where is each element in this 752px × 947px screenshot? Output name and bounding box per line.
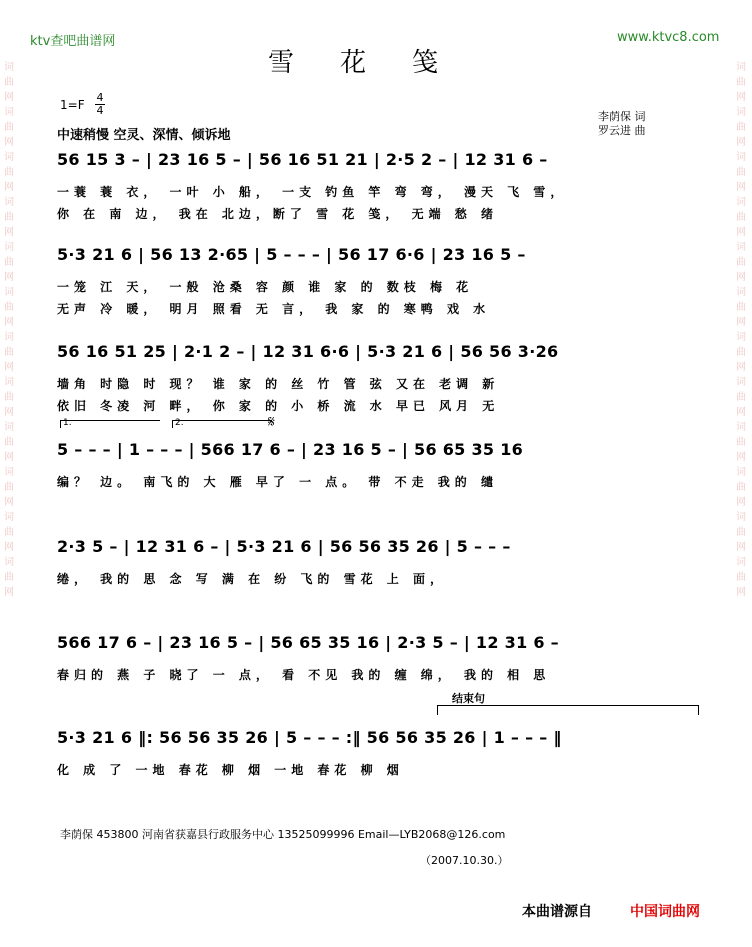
notation-line-3: 56 16 51 25 | 2·1 2 – | 12 31 6·6 | 5·3 21 6 | 56 56 3·26 bbox=[57, 342, 559, 361]
ending-bracket-right bbox=[698, 705, 699, 715]
time-signature-bottom: 4 bbox=[96, 104, 104, 117]
volta-bracket-1-end bbox=[60, 420, 61, 428]
source-label: 本曲谱源自 bbox=[522, 904, 592, 920]
volta-bracket-2 bbox=[172, 420, 272, 421]
lyrics-line-3-verse-2: 依旧 冬凌 河 畔， 你 家 的 小 桥 流 水 早已 风月 无 bbox=[57, 399, 500, 413]
lyricist-credit: 李荫保 词 bbox=[598, 110, 646, 123]
song-title: 雪花笺 bbox=[267, 48, 484, 78]
lyrics-line-1-verse-1: 一蓑 蓑 衣， 一叶 小 船， 一支 钓鱼 竿 弯 弯， 漫天 飞 雪， bbox=[57, 185, 568, 199]
side-watermark-left: 词曲网词曲网词曲网词曲网词曲网词曲网词曲网词曲网词曲网词曲网词曲网词曲网 bbox=[4, 62, 14, 598]
watermark-left: ktv查吧曲谱网 bbox=[30, 34, 116, 49]
tempo-marking: 中速稍慢 空灵、深情、倾诉地 bbox=[57, 128, 231, 143]
notation-line-2: 5·3 21 6 | 56 13 2·65 | 5 – – – | 56 17 6·6 | 23 16 5 – bbox=[57, 245, 526, 264]
lyrics-line-2-verse-1: 一笼 江 天， 一般 沧桑 容 颜 谁 家 的 数枝 梅 花 bbox=[57, 280, 474, 294]
lyrics-line-4: 编？ 边。 南飞的 大 雁 早了 一 点。 带 不走 我的 缱 bbox=[57, 475, 498, 489]
volta-label-2: 2. bbox=[175, 418, 184, 428]
ending-bracket-left bbox=[437, 705, 438, 715]
ending-bracket bbox=[437, 705, 699, 706]
notation-line-7: 5·3 21 6 ‖: 56 56 35 26 | 5 – – – :‖ 56 56 35 26 | 1 – – – ‖ bbox=[57, 728, 562, 747]
time-signature-top: 4 bbox=[96, 91, 104, 104]
notation-line-1: 56 15 3 – | 23 16 5 – | 56 16 51 21 | 2·5 2 – | 12 31 6 – bbox=[57, 150, 548, 169]
lyrics-line-1-verse-2: 你 在 南 边， 我在 北边，断了 雪 花 笺， 无端 愁 绪 bbox=[57, 207, 498, 221]
source-site: 中国词曲网 bbox=[630, 904, 700, 920]
notation-line-5: 2·3 5 – | 12 31 6 – | 5·3 21 6 | 56 56 35 26 | 5 – – – bbox=[57, 537, 511, 556]
lyrics-line-3-verse-1: 墙角 时隐 时 现？ 谁 家 的 丝 竹 管 弦 又在 老调 新 bbox=[57, 377, 500, 391]
lyrics-line-7: 化 成 了 一地 春花 柳 烟 一地 春花 柳 烟 bbox=[57, 763, 404, 777]
composer-credit: 罗云进 曲 bbox=[598, 124, 646, 137]
volta-bracket-1 bbox=[60, 420, 160, 421]
ending-label: 结束句 bbox=[452, 692, 485, 705]
lyrics-line-2-verse-2: 无声 冷 暖， 明月 照看 无 言， 我 家 的 寒鸭 戏 水 bbox=[57, 302, 491, 316]
lyrics-line-5: 绻， 我的 思 念 写 满 在 纷 飞的 雪花 上 面， bbox=[57, 572, 447, 586]
segno-sign: 𝄋 bbox=[268, 412, 275, 431]
key-signature: 1=F bbox=[60, 98, 85, 112]
side-watermark-right: 词曲网词曲网词曲网词曲网词曲网词曲网词曲网词曲网词曲网词曲网词曲网词曲网 bbox=[736, 62, 746, 598]
footer-date: （2007.10.30.） bbox=[420, 854, 509, 867]
footer-contact: 李荫保 453800 河南省获嘉县行政服务中心 13525099996 Email—LYB2068@126.com bbox=[60, 828, 506, 841]
notation-line-6: 566 17 6 – | 23 16 5 – | 56 65 35 16 | 2·3 5 – | 12 31 6 – bbox=[57, 633, 559, 652]
volta-label-1: 1. bbox=[63, 418, 72, 428]
volta-bracket-2-end bbox=[172, 420, 173, 428]
time-signature bbox=[95, 92, 105, 117]
watermark-right: www.ktvc8.com bbox=[617, 30, 720, 45]
notation-line-4: 5 – – – | 1 – – – | 566 17 6 – | 23 16 5 – | 56 65 35 16 bbox=[57, 440, 524, 459]
lyrics-line-6: 春归的 燕 子 晓了 一 点， 看 不见 我的 缠 绵， 我的 相 思 bbox=[57, 668, 551, 682]
